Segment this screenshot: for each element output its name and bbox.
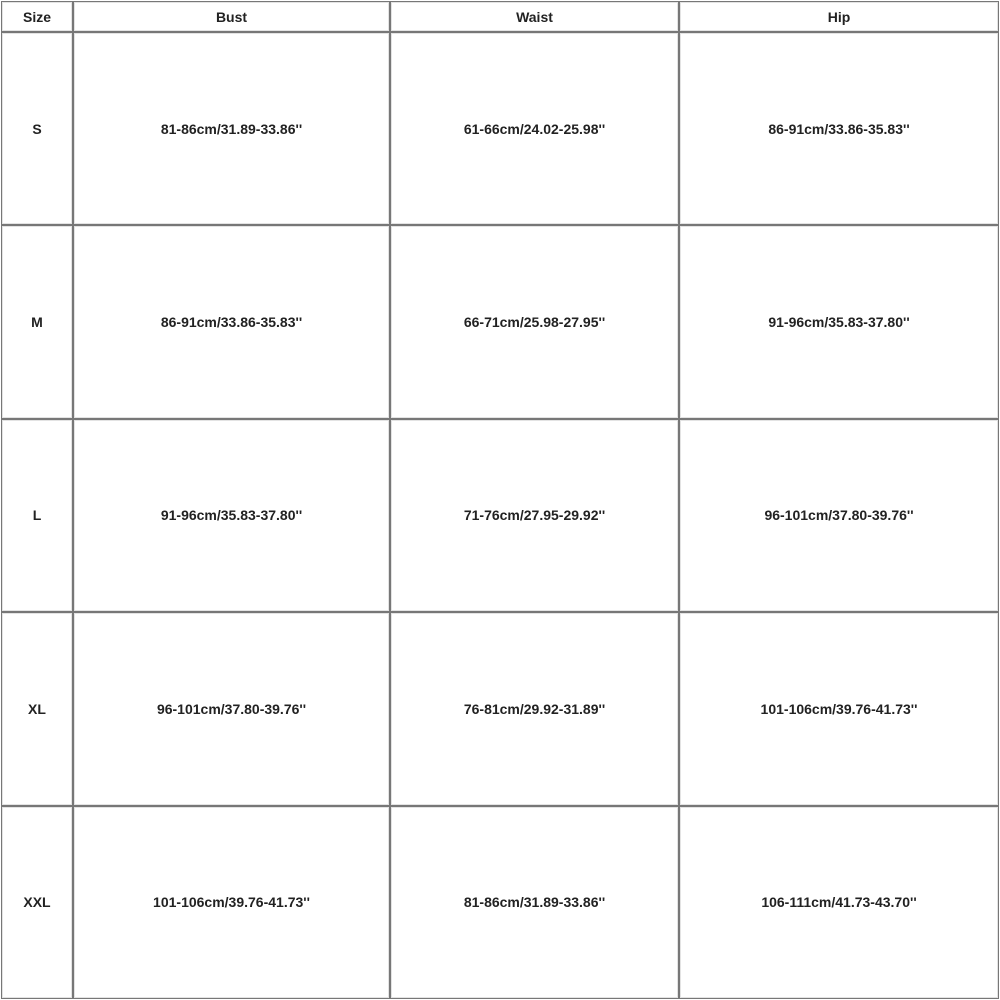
hip-cell: 91-96cm/35.83-37.80'' <box>679 225 999 418</box>
header-waist: Waist <box>390 1 679 32</box>
size-cell: XXL <box>1 806 73 999</box>
bust-cell: 96-101cm/37.80-39.76'' <box>73 612 390 805</box>
header-size: Size <box>1 1 73 32</box>
size-cell: S <box>1 32 73 225</box>
size-chart-table <box>1 1 999 999</box>
hip-cell: 106-111cm/41.73-43.70'' <box>679 806 999 999</box>
waist-cell: 76-81cm/29.92-31.89'' <box>390 612 679 805</box>
header-bust: Bust <box>73 1 390 32</box>
bust-cell: 86-91cm/33.86-35.83'' <box>73 225 390 418</box>
bust-cell: 101-106cm/39.76-41.73'' <box>73 806 390 999</box>
waist-cell: 61-66cm/24.02-25.98'' <box>390 32 679 225</box>
waist-cell: 81-86cm/31.89-33.86'' <box>390 806 679 999</box>
size-cell: M <box>1 225 73 418</box>
hip-cell: 101-106cm/39.76-41.73'' <box>679 612 999 805</box>
header-hip: Hip <box>679 1 999 32</box>
hip-cell: 96-101cm/37.80-39.76'' <box>679 419 999 612</box>
size-cell: L <box>1 419 73 612</box>
table-row <box>1 806 999 999</box>
table-row <box>1 612 999 805</box>
waist-cell: 71-76cm/27.95-29.92'' <box>390 419 679 612</box>
bust-cell: 91-96cm/35.83-37.80'' <box>73 419 390 612</box>
header-row <box>1 1 999 32</box>
waist-cell: 66-71cm/25.98-27.95'' <box>390 225 679 418</box>
hip-cell: 86-91cm/33.86-35.83'' <box>679 32 999 225</box>
table-row <box>1 419 999 612</box>
bust-cell: 81-86cm/31.89-33.86'' <box>73 32 390 225</box>
table-row <box>1 32 999 225</box>
size-cell: XL <box>1 612 73 805</box>
table-row <box>1 225 999 418</box>
